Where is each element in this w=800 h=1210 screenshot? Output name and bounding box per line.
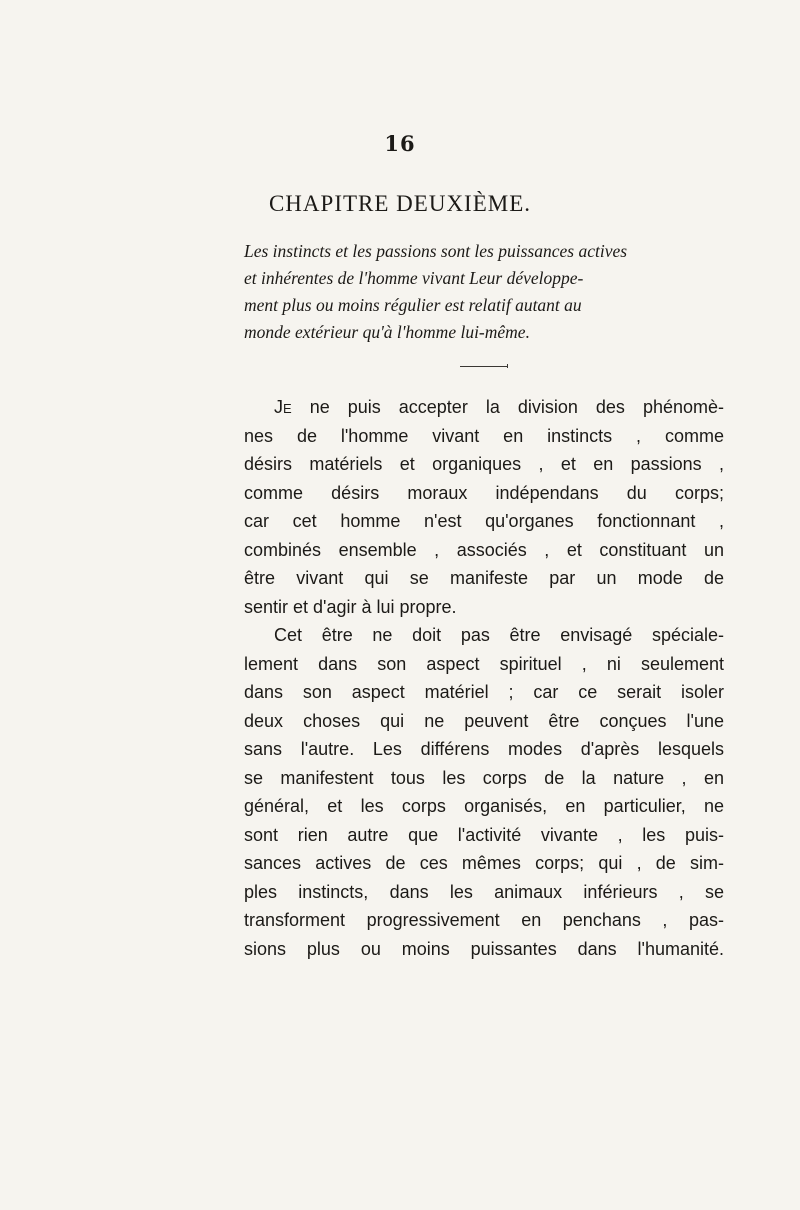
- paragraph-2-line: sans l'autre. Les différens modes d'après lesquels: [244, 739, 724, 759]
- chapter-title: CHAPITRE DEUXIÈME.: [268, 191, 532, 216]
- paragraph-1-line-text: ne puis accepter la division des phénomè-: [291, 397, 724, 417]
- paragraph-2-line: lement dans son aspect spirituel , ni seulement: [244, 653, 724, 674]
- paragraph-1-line: [244, 393, 724, 422]
- chapter-summary: [244, 238, 722, 346]
- paragraph-1-line: être vivant qui se manifeste par un mode de: [244, 568, 724, 588]
- paragraph-1-line: sentir et d'agir à lui propre.: [244, 596, 457, 617]
- summary-line: monde extérieur qu'à l'homme lui-même.: [244, 322, 530, 342]
- paragraph-1-line: car cet homme n'est qu'organes fonctionnant ,: [244, 511, 724, 531]
- paragraph-2-line: dans son aspect matériel ; car ce serait isoler: [244, 682, 724, 702]
- paragraph-1-line: comme désirs moraux indépendans du corps;: [244, 482, 724, 503]
- summary-line: ment plus ou moins régulier est relatif autant au: [244, 295, 582, 315]
- summary-line: Les instincts et les passions sont les puissances actives: [244, 241, 628, 261]
- paragraph-2-line: deux choses qui ne peuvent être conçues l'une: [244, 710, 724, 731]
- page-number: 16: [384, 131, 416, 156]
- summary-line: et inhérentes de l'homme vivant Leur développe-: [244, 268, 584, 288]
- paragraph-2-line: général, et les corps organisés, en particulier, ne: [244, 796, 724, 816]
- paragraph-1-line: combinés ensemble , associés , et constituant un: [244, 539, 724, 560]
- paragraph-1-line: nes de l'homme vivant en instincts , comme: [244, 425, 724, 446]
- paragraph-2-line: Cet être ne doit pas être envisagé spéciale-: [274, 625, 724, 645]
- paragraph-2-line: sances actives de ces mêmes corps; qui , de sim-: [244, 853, 724, 873]
- paragraph-2-line: transforment progressivement en penchans , pas-: [244, 910, 724, 930]
- paragraph-1-line: désirs matériels et organiques , et en passions ,: [244, 454, 724, 474]
- paragraph-2-line: sont rien autre que l'activité vivante , les puis-: [244, 824, 724, 845]
- body-text: [244, 393, 724, 963]
- paragraph-1-dropcap: Je: [274, 397, 292, 417]
- paragraph-2-line: sions plus ou moins puissantes dans l'humanité.: [244, 938, 724, 959]
- paragraph-2-line: ples instincts, dans les animaux inférieurs , se: [244, 881, 724, 902]
- section-divider-tick: [507, 364, 508, 368]
- paragraph-2-line: se manifestent tous les corps de la nature , en: [244, 767, 724, 788]
- section-divider: [460, 366, 508, 367]
